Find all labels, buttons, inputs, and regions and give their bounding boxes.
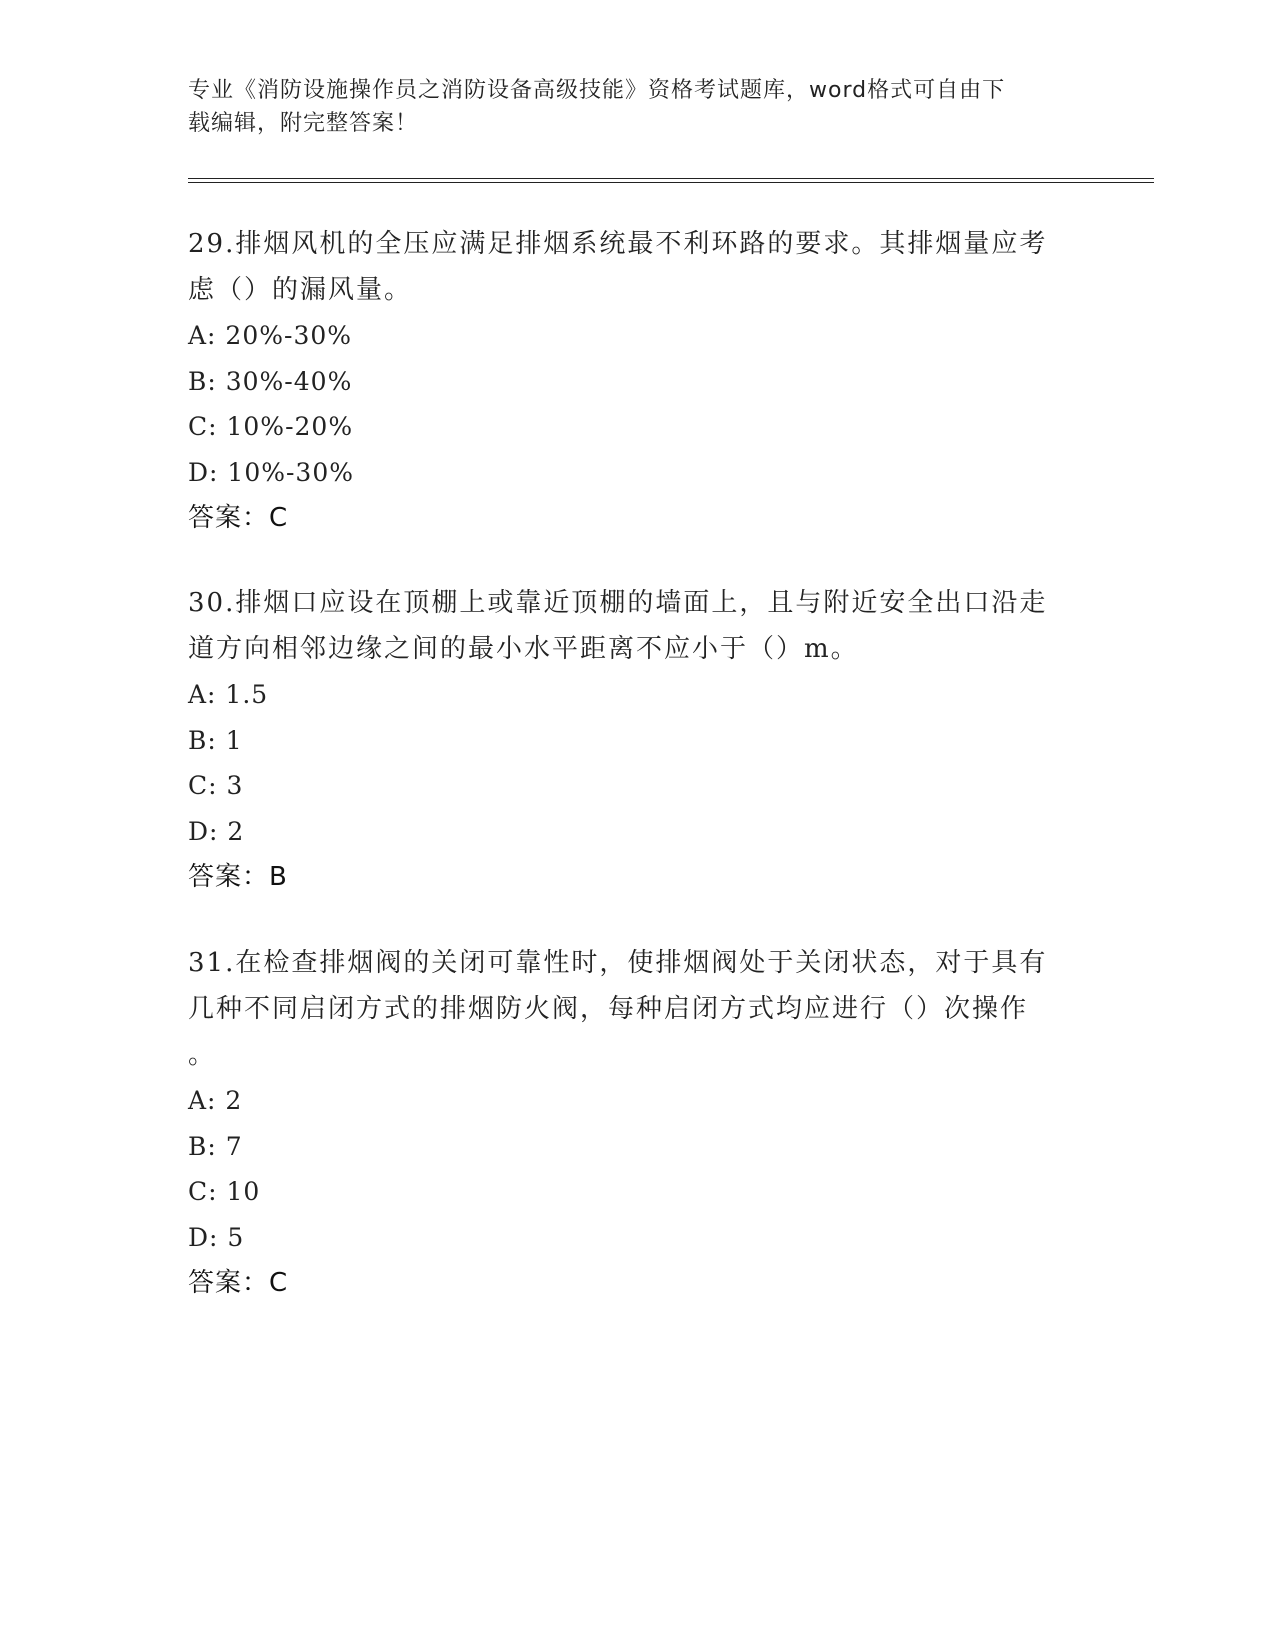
document-header [188, 74, 1088, 140]
option-b: B: 1 [188, 725, 243, 755]
header-intro-line-2: 载编辑，附完整答案！ [188, 111, 419, 136]
header-double-rule [188, 178, 1154, 183]
option-list [188, 313, 1088, 495]
option-d: D: 5 [188, 1222, 245, 1252]
question-31 [188, 940, 1088, 1306]
option-d: D: 2 [188, 816, 245, 846]
option-list [188, 672, 1088, 854]
option-c: C: 10 [188, 1177, 261, 1206]
option-a: A: 1.5 [188, 680, 269, 709]
question-stem-line-2: 几种不同启闭方式的排烟防火阀，每种启闭方式均应进行（）次操作 [188, 994, 1029, 1024]
option-b: B: 30%-40% [188, 366, 353, 396]
question-stem-line-2: 虑（）的漏风量。 [188, 275, 413, 305]
answer-line: 答案：C [188, 503, 289, 533]
question-stem [188, 940, 1088, 1078]
question-stem-line-1: 29.排烟风机的全压应满足排烟系统最不利环路的要求。其排烟量应考 [188, 229, 1048, 259]
question-stem [188, 221, 1088, 313]
answer-line: 答案：C [188, 1268, 289, 1298]
header-intro-line-1: 专业《消防设施操作员之消防设备高级技能》资格考试题库，word格式可自由下 [188, 78, 1006, 103]
question-29 [188, 221, 1088, 541]
option-a: A: 20%-30% [188, 321, 353, 350]
question-stem [188, 580, 1088, 672]
option-c: C: 10%-20% [188, 412, 354, 441]
question-30 [188, 580, 1088, 900]
option-c: C: 3 [188, 771, 244, 800]
question-stem-line-3: 。 [188, 1040, 217, 1070]
option-d: D: 10%-30% [188, 457, 354, 487]
answer-line: 答案：B [188, 862, 288, 892]
option-a: A: 2 [188, 1086, 243, 1115]
question-stem-line-1: 31.在检查排烟阀的关闭可靠性时，使排烟阀处于关闭状态，对于具有 [188, 948, 1048, 978]
question-stem-line-2: 道方向相邻边缘之间的最小水平距离不应小于（）m。 [188, 634, 859, 664]
question-stem-line-1: 30.排烟口应设在顶棚上或靠近顶棚的墙面上，且与附近安全出口沿走 [188, 588, 1048, 618]
option-b: B: 7 [188, 1131, 243, 1161]
option-list [188, 1078, 1088, 1260]
